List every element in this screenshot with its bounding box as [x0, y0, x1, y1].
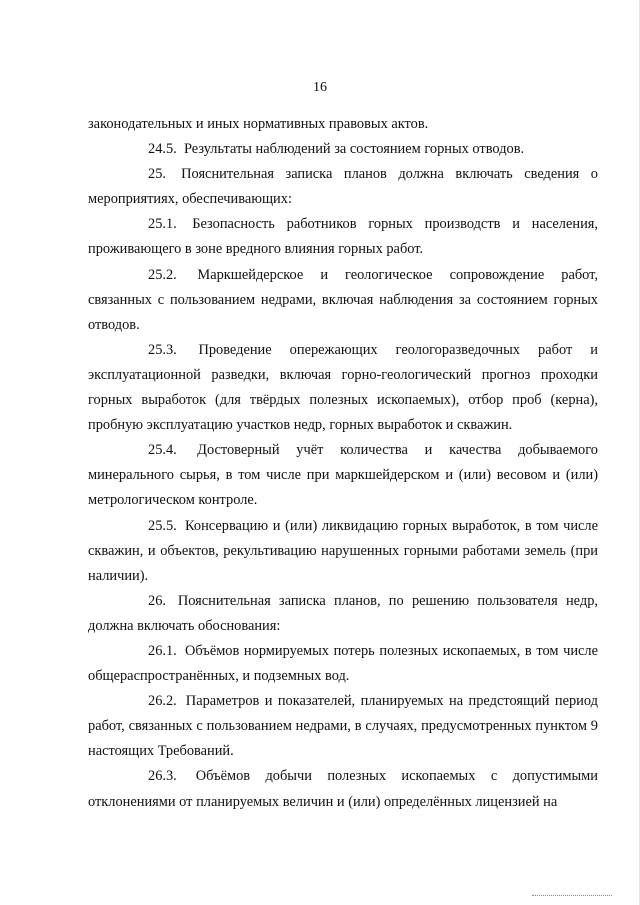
paragraph-number: 26.	[148, 592, 166, 609]
paragraph-number: 25.5.	[148, 517, 177, 534]
paragraph-25-3	[88, 338, 598, 438]
paragraph-24-5	[88, 137, 598, 162]
paragraph-text: Пояснительная записка планов должна включать сведения о мероприятиях, обеспечивающих:	[88, 166, 598, 208]
paragraph-text: Параметров и показателей, планируемых на предстоящий период работ, связанных с пользованием недрами, в случаях, предусмотренных пунктом 9 настоящих Требований.	[88, 693, 598, 760]
paragraph-continuation	[88, 112, 598, 137]
scan-edge-line	[636, 0, 640, 905]
paragraph-number: 25.3.	[148, 341, 177, 358]
paragraph-number: 25.4.	[148, 442, 177, 459]
paragraph-number: 24.5.	[148, 141, 177, 158]
paragraph-text: Консервацию и (или) ликвидацию горных выработок, в том числе скважин, и объектов, рекультивацию нарушенных горными работами земель (при наличии).	[88, 517, 598, 584]
paragraph-number: 26.3.	[148, 768, 177, 785]
page-number: 16	[313, 80, 327, 95]
paragraph-text: Проведение опережающих геологоразведочных работ и эксплуатационной разведки, включая горно-геологический прогноз проходки горных выработок (для твёрдых полезных ископаемых), отбор проб (керна), пробную эксплуатацию участков недр, горных выработок и скважин.	[88, 341, 598, 434]
paragraph-text: Маркшейдерское и геологическое сопровождение работ, связанных с пользованием недрами, включая наблюдения за состоянием горных отводов.	[88, 266, 598, 333]
paragraph-25-1	[88, 212, 598, 262]
paragraph-text: Результаты наблюдений за состоянием горных отводов.	[183, 141, 525, 158]
paragraph-26-3	[88, 764, 598, 814]
paragraph-26-2	[88, 689, 598, 764]
paragraph-number: 25.2.	[148, 266, 177, 283]
paragraph-25	[88, 162, 598, 212]
paragraph-number: 25.	[148, 166, 166, 183]
paragraph-text: Объёмов нормируемых потерь полезных ископаемых, в том числе общераспространённых, и подземных вод.	[88, 642, 598, 685]
paragraph-number: 26.2.	[148, 693, 177, 710]
paragraph-25-2	[88, 263, 598, 338]
paragraph-text: законодательных и иных нормативных правовых актов.	[88, 116, 429, 132]
paragraph-text: Безопасность работников горных производств и населения, проживающего в зоне вредного влияния горных работ.	[88, 216, 598, 258]
paragraph-26-1	[88, 639, 598, 689]
document-body	[88, 112, 598, 815]
paragraph-text: Объёмов добычи полезных ископаемых с допустимыми отклонениями от планируемых величин и (или) определённых лицензией на	[88, 768, 598, 810]
paragraph-26	[88, 589, 598, 639]
paragraph-number: 26.1.	[148, 642, 177, 659]
paragraph-25-5	[88, 514, 598, 589]
scan-artifact-dots	[532, 895, 612, 897]
paragraph-text: Достоверный учёт количества и качества добываемого минерального сырья, в том числе при маркшейдерском и (или) весовом и (или) метрологическом контроле.	[88, 442, 598, 509]
paragraph-number: 25.1.	[148, 216, 177, 233]
paragraph-25-4	[88, 438, 598, 513]
paragraph-text: Пояснительная записка планов, по решению пользователя недр, должна включать обоснования:	[88, 592, 598, 634]
